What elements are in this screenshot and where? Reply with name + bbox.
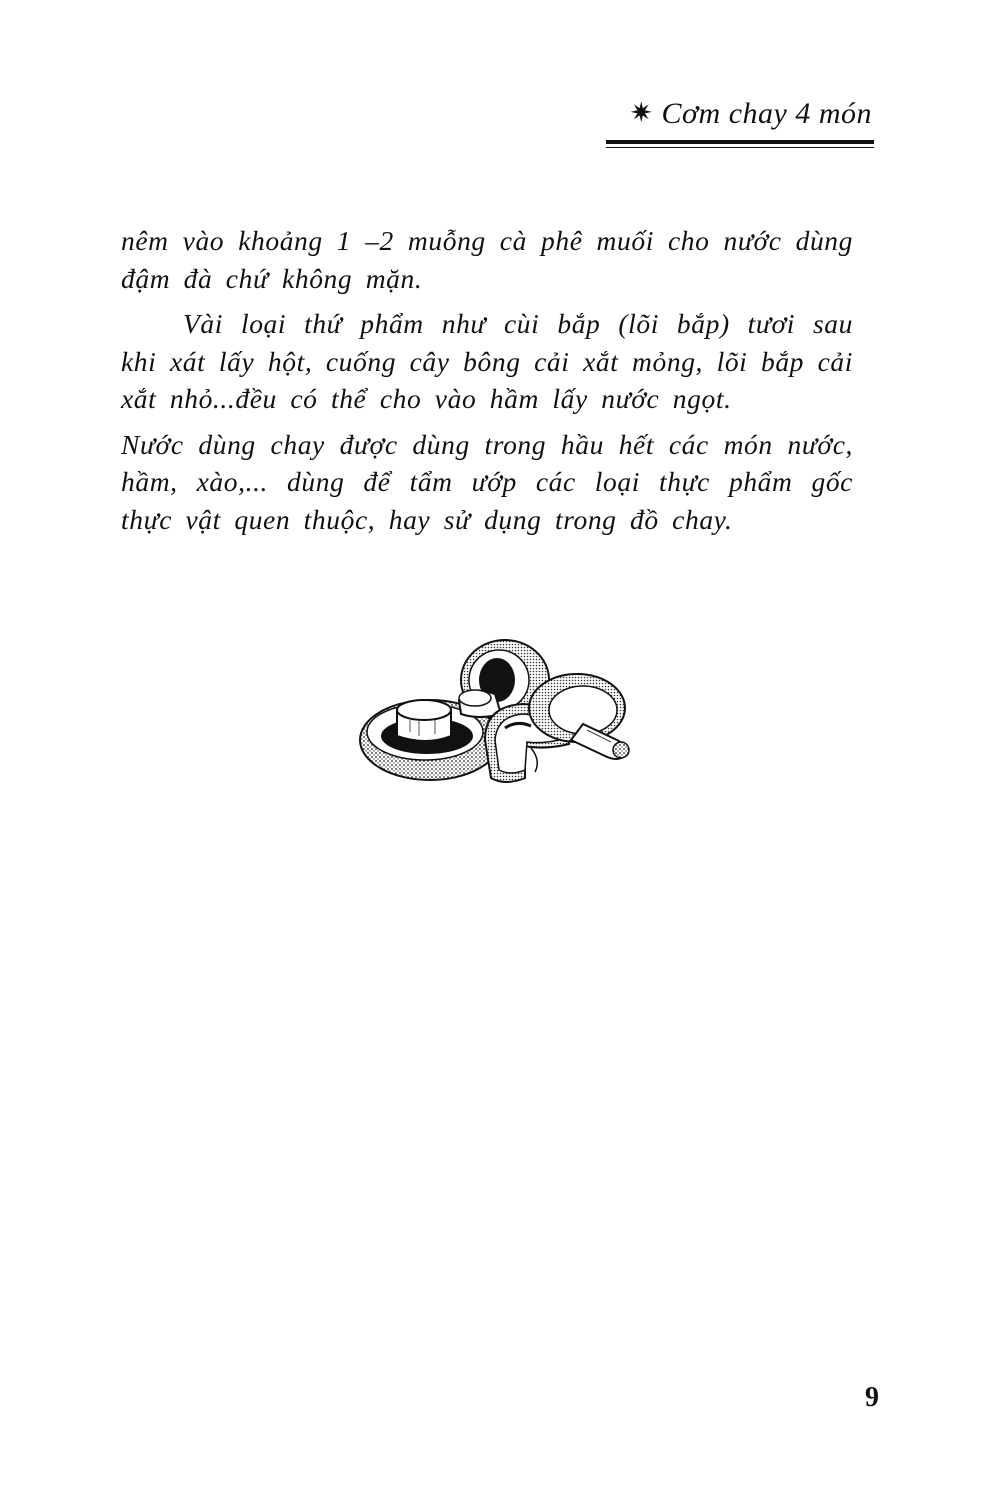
paragraph-2: Vài loại thứ phẩm như cùi bắp (lõi bắp) tươi sau khi xát lấy hột, cuống cây bông cải xắt mỏng, lõi bắp cải xắt nhỏ...đều có thể cho vào hầm lấy nước ngọt. xyxy=(121,308,853,414)
body-text xyxy=(121,222,853,546)
paragraph-1: nêm vào khoảng 1 –2 muỗng cà phê muối cho nước dùng đậm đà chứ không mặn. xyxy=(121,225,853,294)
header-rule-thin xyxy=(606,147,874,148)
chapter-title: Cơm chay 4 món xyxy=(661,97,872,130)
star-icon: ✷ xyxy=(629,98,654,129)
running-header xyxy=(630,96,872,131)
header-rule-thick xyxy=(606,140,874,144)
mushrooms-illustration-icon xyxy=(355,628,635,790)
page-number: 9 xyxy=(865,1382,879,1413)
paragraph-3: Nước dùng chay được dùng trong hầu hết các món nước, hầm, xào,... dùng để tẩm ướp các loại thực phẩm gốc thực vật quen thuộc, hay sử dụng trong đồ chay. xyxy=(121,428,853,535)
